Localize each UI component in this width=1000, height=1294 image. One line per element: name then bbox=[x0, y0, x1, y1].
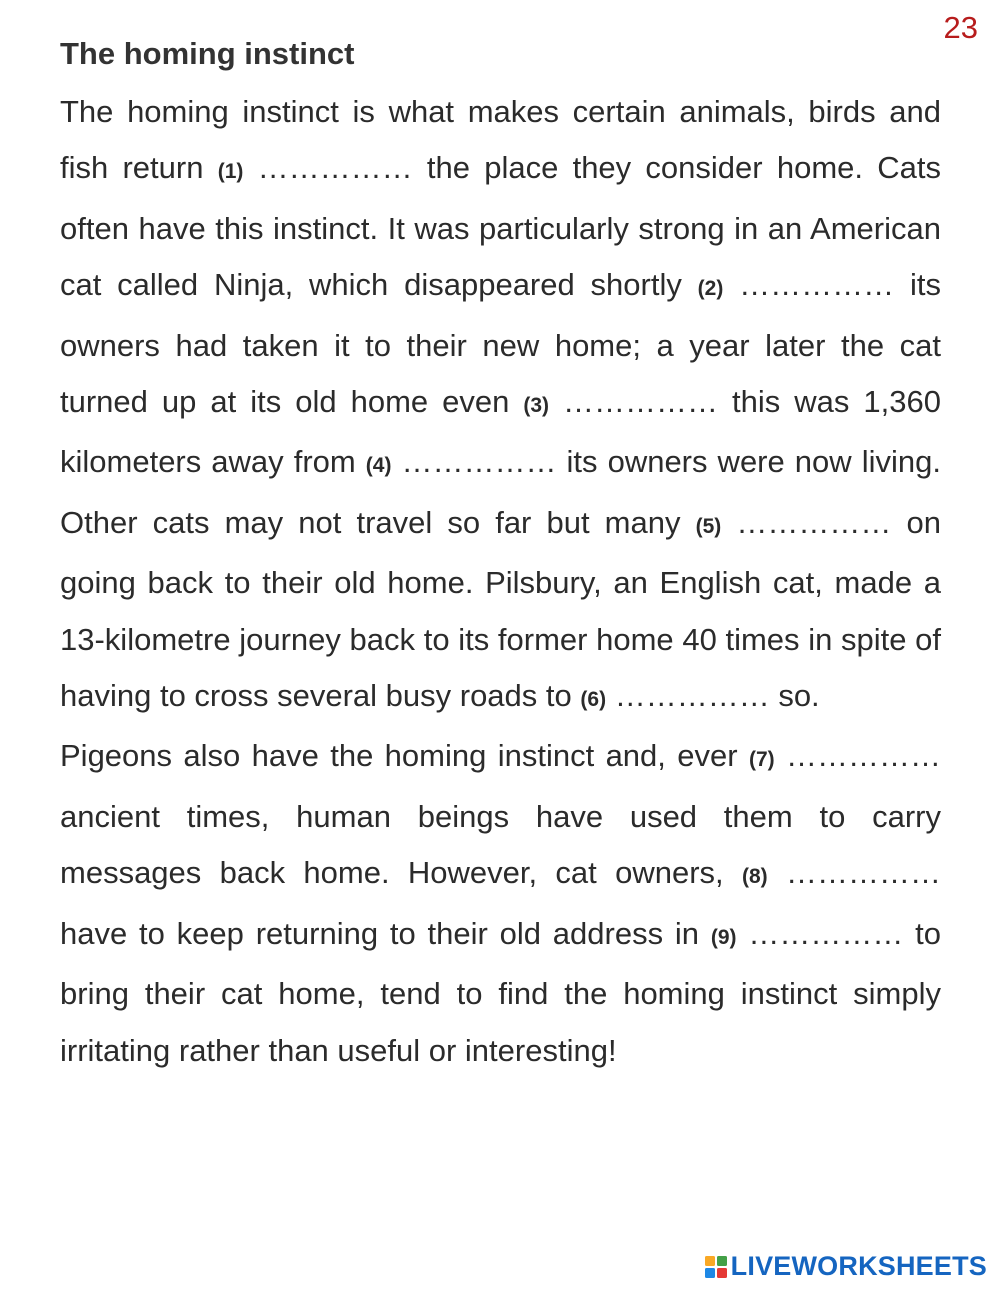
gap-number-3: (3) bbox=[523, 394, 550, 418]
text-segment: its owners had taken it to their new home; a year later the cat turned up at its old home even bbox=[60, 267, 941, 420]
gap-blank-2[interactable]: …………… bbox=[739, 267, 895, 303]
gap-number-5: (5) bbox=[695, 514, 722, 538]
gap-blank-4[interactable]: …………… bbox=[401, 444, 557, 480]
text-segment: the place they consider home. Cats often have this instinct. It was particularly strong in an American cat called Ninja, which disappeared shortly bbox=[60, 150, 941, 303]
gap-number-7: (7) bbox=[748, 748, 775, 772]
gap-blank-7[interactable]: …………… bbox=[786, 738, 941, 774]
gap-blank-8[interactable]: …………… bbox=[785, 855, 941, 891]
text-segment: ancient times, human beings have used them to carry messages back home. However, cat owners, bbox=[60, 798, 941, 891]
text-segment: so. bbox=[778, 678, 820, 714]
gap-blank-3[interactable]: …………… bbox=[563, 384, 719, 420]
gap-number-4: (4) bbox=[365, 454, 392, 478]
text-segment: to bring their cat home, tend to find the homing instinct simply irritating rather than useful or interesting! bbox=[60, 915, 941, 1068]
gap-blank-1[interactable]: …………… bbox=[257, 150, 413, 186]
text-segment: on going back to their old home. Pilsbury, an English cat, made a 13-kilometre journey back to its former home 40 times in spite of having to cross several busy roads to bbox=[60, 504, 941, 714]
brand-name: LIVEWORKSHEETS bbox=[730, 1251, 987, 1281]
gap-number-2: (2) bbox=[697, 277, 724, 301]
gap-blank-9[interactable]: …………… bbox=[748, 915, 904, 951]
gap-number-6: (6) bbox=[580, 688, 607, 712]
text-segment: this was 1,360 kilometers away from bbox=[60, 384, 941, 480]
gap-blank-5[interactable]: …………… bbox=[736, 504, 892, 540]
liveworksheets-logo-icon bbox=[705, 1256, 727, 1278]
text-segment: have to keep returning to their old address in bbox=[60, 915, 700, 951]
page-title: The homing instinct bbox=[60, 36, 355, 71]
gap-blank-6[interactable]: …………… bbox=[614, 678, 770, 714]
page-number: 23 bbox=[943, 10, 978, 45]
gap-number-9: (9) bbox=[710, 925, 737, 949]
paragraph-2 bbox=[60, 728, 941, 1078]
gap-number-1: (1) bbox=[217, 160, 244, 184]
text-segment: The homing instinct is what makes certain animals, birds and fish return bbox=[60, 94, 941, 186]
gap-number-8: (8) bbox=[741, 865, 768, 889]
text-segment: Pigeons also have the homing instinct and, ever bbox=[60, 738, 738, 774]
paragraph-1 bbox=[60, 84, 941, 728]
reading-text bbox=[60, 84, 941, 1079]
liveworksheets-brand[interactable] bbox=[705, 1251, 987, 1282]
text-segment: its owners were now living. Other cats may not travel so far but many bbox=[60, 444, 941, 540]
